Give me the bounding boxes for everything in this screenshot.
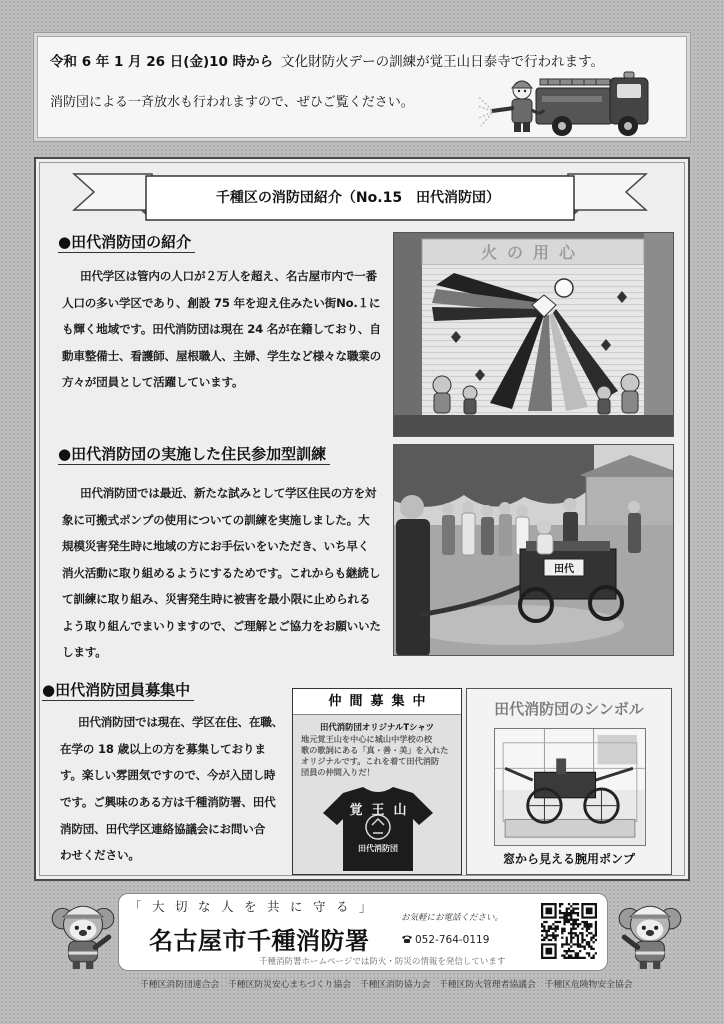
recruit-line: 在学の 18 歳以上の方を募集しておりま (60, 742, 266, 756)
phone-number: 052-764-0119 (415, 934, 490, 946)
mascot-left-icon (50, 896, 116, 970)
symbol-box (466, 688, 672, 875)
water-spray (478, 96, 492, 126)
organizations-list: 千種区消防団連合会 千種区防災安心まちづくり協会 千種区消防協力会 千種区防火管理者協議会 千種区危険物安全協会 (140, 980, 633, 990)
section-heading-recruit: ●田代消防団員募集中 (42, 680, 194, 701)
slogan: 「大切な人を共に守る」 (129, 899, 383, 914)
recruit-line: わせください。 (60, 848, 140, 862)
intro-line: 人口の多い学区であり、創設 75 年を迎え住みたい街No.１に (62, 296, 381, 310)
section-heading-intro: ●田代消防団の紹介 (58, 232, 195, 253)
shirt-print-top: 覚王山 (349, 803, 416, 818)
notice-line-2: 消防団による一斉放水も行われますので、ぜひご覧ください。 (50, 95, 414, 110)
phone-icon (401, 934, 413, 944)
training-line: て訓練に取り組み、災害発生時に被害を最小限に止められる (62, 592, 371, 606)
kneeling-person (537, 520, 553, 554)
intro-line: 方々が団員として活躍しています。 (62, 375, 244, 389)
recruit-box-subtitle: 田代消防団オリジナルTシャツ (320, 722, 434, 732)
pump-training-photo (393, 444, 674, 656)
mural-shutter-photo (393, 232, 674, 437)
mural-sign-text: 火の用心 (480, 243, 586, 262)
hand-pump-photo (494, 728, 646, 846)
recruit-line: す。楽しい雰囲気ですので、今が入団し時 (60, 768, 276, 782)
foreground-person (396, 495, 430, 656)
qr-code-pattern (541, 903, 597, 959)
training-line: よう取り組んでまいりますので、ご理解とご協力をお願いいた (62, 619, 381, 633)
pump-label: 田代 (554, 564, 574, 575)
shirt-print-bottom: 田代消防団 (358, 844, 398, 853)
contact-footer-box (118, 893, 608, 971)
recruit-line: です。ご興味のある方は千種消防署、田代 (60, 795, 276, 809)
section-heading-training: ●田代消防団の実施した住民参加型訓練 (58, 444, 330, 465)
banner-title: 千種区の消防団紹介（No.15 田代消防団） (215, 190, 501, 206)
symbol-caption: 窓から見える腕用ポンプ (502, 852, 635, 866)
symbol-box-title: 田代消防団のシンボル (494, 700, 644, 718)
intro-line: 田代学区は管内の人口が２万人を超え、名古屋市内で一番 (80, 269, 377, 283)
mascot-right-icon (614, 896, 686, 970)
intro-line: も輝く地域です。田代消防団は現在 24 名が在籍しており、自 (62, 322, 381, 336)
training-line: 消火活動に取り組めるようにするためです。これからも継続し (62, 566, 381, 580)
recruit-line: 田代消防団では現在、学区在住、在職、 (78, 715, 284, 729)
training-line: 象に可搬式ポンプの使用についての訓練を実施しました。大 (62, 513, 370, 527)
intro-line: 動車整備士、看護師、屋根職人、主婦、学生など様々な職業の (62, 349, 382, 363)
tshirt-recruit-box (292, 688, 462, 875)
recruit-box-title: 仲間募集中 (293, 689, 461, 715)
notice-date: 令和 6 年 1 月 26 日(金)10 時から (50, 54, 274, 70)
training-line: します。 (62, 645, 107, 659)
website-note: 千種消防署ホームページでは防火・防災の情報を発信しています (259, 957, 506, 967)
recruit-line: 消防団、田代学区連絡協議会にお問い合 (60, 822, 266, 836)
recruit-box-line: 地元覚王山を中心に城山中学校の校 (301, 734, 433, 744)
notice-event: 文化財防火デーの訓練が覚王山日泰寺で行われます。 (281, 54, 605, 70)
recruit-box-line: 歌の歌詞にある「真・善・美」を入れた (301, 745, 449, 755)
qr-code (541, 903, 597, 959)
call-note: お気軽にお電話ください。 (401, 913, 504, 923)
training-line: 規模災害発生時に地域の方にお手伝いをいただき、いち早く (62, 539, 370, 553)
phone-number-line (401, 934, 489, 946)
recruit-box-line: オリジナルです。これを着て田代消防 (301, 756, 440, 766)
training-line: 田代消防団では最近、新たな試みとして学区住民の方を対 (80, 486, 377, 500)
station-name: 名古屋市千種消防署 (149, 927, 370, 955)
recruit-box-line: 団員の仲間入りだ！ (301, 767, 375, 777)
tshirt-image (321, 785, 435, 871)
fire-truck-illustration (478, 66, 653, 138)
